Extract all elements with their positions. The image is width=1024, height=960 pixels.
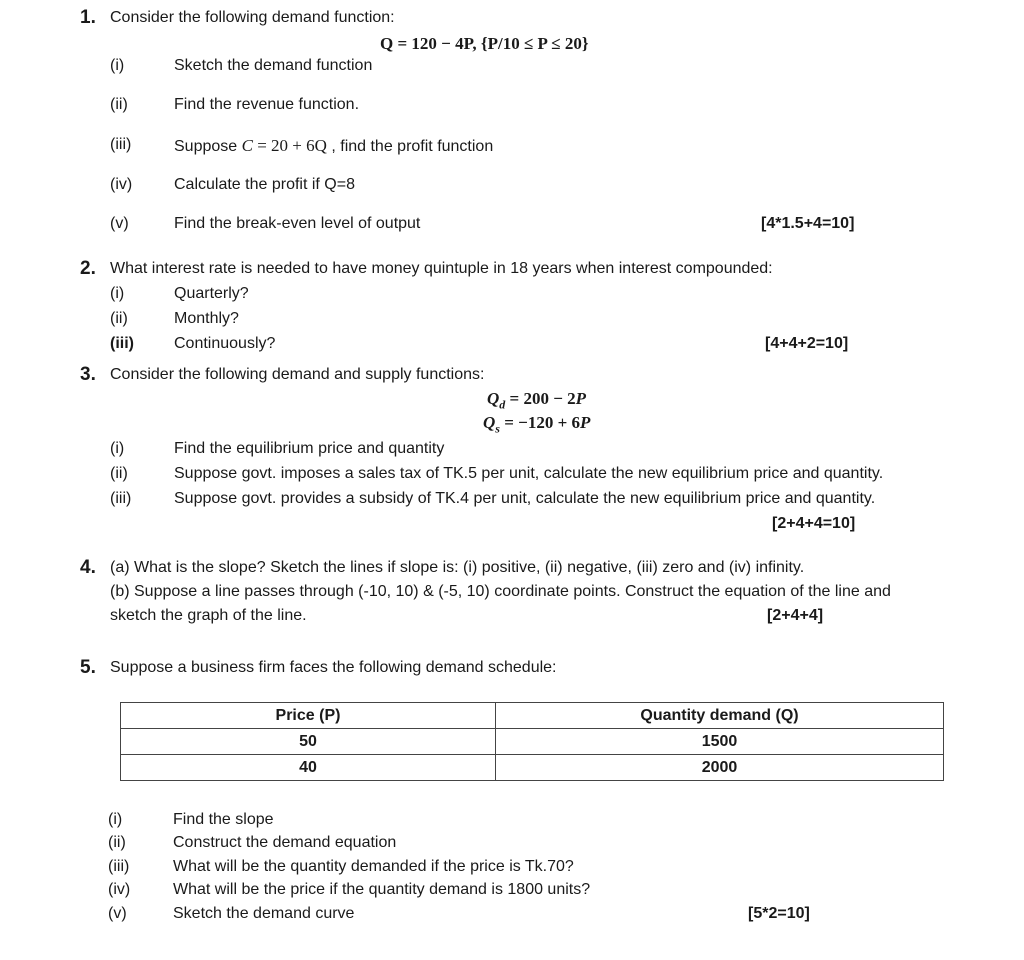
item-label: (v) — [108, 905, 127, 922]
item-text: Construct the demand equation — [173, 834, 397, 851]
item-text: Suppose govt. provides a subsidy of TK.4 per unit, calculate the new equilibrium price and quantity. — [174, 490, 876, 507]
item-label: (i) — [110, 285, 125, 302]
item-label: (ii) — [110, 465, 128, 482]
demand-equation: $Q_d = 200 - 2P$ — [487, 389, 587, 412]
marks: [5*2=10] — [748, 905, 810, 922]
item-text: What will be the quantity demanded if the price is Tk.70? — [173, 858, 574, 875]
item-label: (iv) — [110, 176, 133, 193]
item-label: (v) — [110, 215, 129, 232]
table-cell: 2000 — [496, 755, 944, 781]
item-text: Find the slope — [173, 811, 274, 828]
item-text: Suppose govt. imposes a sales tax of TK.5 per unit, calculate the new equilibrium price and quantity. — [174, 465, 884, 482]
table-cell: 50 — [121, 729, 496, 755]
cost-variable: C — [241, 136, 253, 155]
question-text: Consider the following demand and supply functions: — [110, 366, 485, 383]
table-header: Price (P) — [121, 703, 496, 729]
item-label: (iii) — [110, 490, 132, 507]
question-number: 1. — [80, 7, 96, 28]
question-number: 3. — [80, 364, 96, 385]
part-b-continued: sketch the graph of the line. — [110, 607, 307, 624]
table-header: Quantity demand (Q) — [496, 703, 944, 729]
part-b: (b) Suppose a line passes through (-10, 10) & (-5, 10) coordinate points. Construct the equation of the line and — [110, 583, 891, 600]
item-label: (ii) — [110, 310, 128, 327]
marks: [4+4+2=10] — [765, 335, 849, 352]
demand-schedule-table — [120, 702, 944, 781]
table-cell: 1500 — [496, 729, 944, 755]
item-text: Monthly? — [174, 310, 239, 327]
item-label: (i) — [110, 440, 125, 457]
item-label: (i) — [108, 811, 123, 828]
part-a: (a) What is the slope? Sketch the lines if slope is: (i) positive, (ii) negative, (iii) zero and (iv) infinity. — [110, 559, 805, 576]
marks: [2+4+4] — [767, 607, 824, 624]
item-text: Continuously? — [174, 335, 276, 352]
item-label: (iii) — [110, 335, 134, 352]
supply-equation: $Q_s = -120 + 6P$ — [483, 413, 591, 436]
item-label: (ii) — [108, 834, 126, 851]
item-text: Quarterly? — [174, 285, 249, 302]
table-cell: 40 — [121, 755, 496, 781]
question-number: 4. — [80, 557, 96, 578]
item-text: Find the equilibrium price and quantity — [174, 440, 445, 457]
item-label: (iv) — [108, 881, 131, 898]
question-number: 2. — [80, 258, 96, 279]
question-text: Suppose a business firm faces the following demand schedule: — [110, 659, 557, 676]
item-label: (i) — [110, 57, 125, 74]
item-text: Find the revenue function. — [174, 96, 360, 113]
item-text: Calculate the profit if Q=8 — [174, 176, 355, 193]
item-text: Find the break-even level of output — [174, 215, 421, 232]
marks: [2+4+4=10] — [772, 515, 856, 532]
item-label: (iii) — [108, 858, 130, 875]
item-text: Sketch the demand curve — [173, 905, 355, 922]
item-text: Sketch the demand function — [174, 57, 373, 74]
table-row — [121, 755, 944, 781]
item-label: (iii) — [110, 136, 132, 153]
cost-equation: = 20 + 6Q — [252, 136, 327, 155]
item-text: Suppose C = 20 + 6Q , find the profit function — [174, 136, 494, 155]
equation: Q = 120 − 4P, {P/10 ≤ P ≤ 20} — [380, 34, 589, 53]
question-text: What interest rate is needed to have money quintuple in 18 years when interest compounded: — [110, 260, 773, 277]
table-header-row — [121, 703, 944, 729]
item-label: (ii) — [110, 96, 128, 113]
item-text: What will be the price if the quantity demand is 1800 units? — [173, 881, 591, 898]
question-text: Consider the following demand function: — [110, 9, 395, 26]
question-number: 5. — [80, 657, 96, 678]
marks: [4*1.5+4=10] — [761, 215, 855, 232]
table-row — [121, 729, 944, 755]
